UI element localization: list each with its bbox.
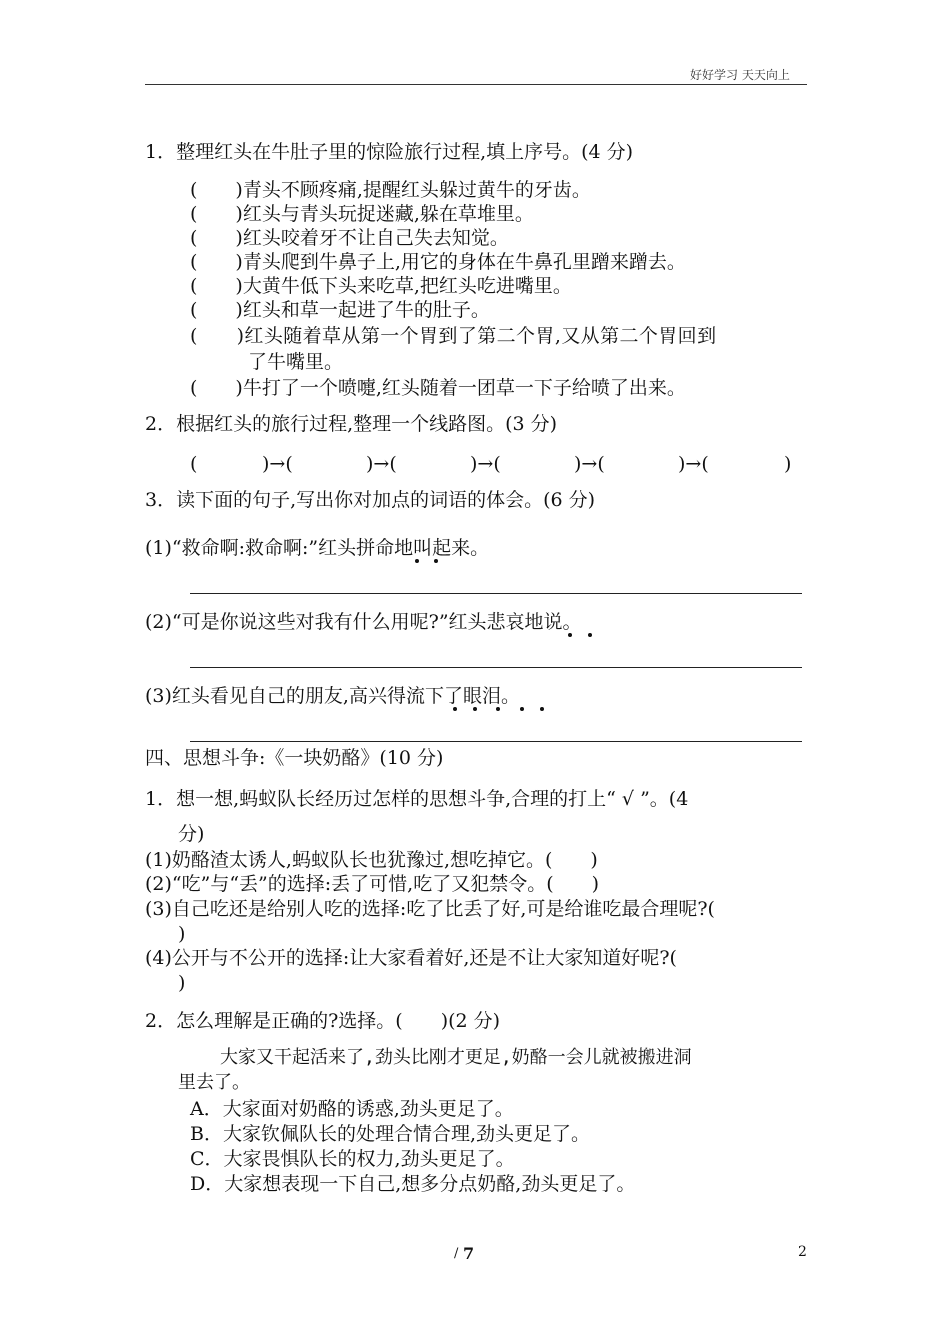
q1-item-2: ( )红头与青头玩捉迷藏,躲在草堆里。 (190, 203, 534, 225)
answer-line-1[interactable] (190, 593, 802, 594)
choice-a: A．大家面对奶酪的诱惑,劲头更足了。 (190, 1098, 514, 1120)
page-total: 7 (463, 1244, 475, 1263)
s4-option-3: (3)自己吃还是给别人吃的选择:吃了比丢了好,可是给谁吃最合理呢?( (145, 898, 715, 920)
route-6: )→( (678, 453, 709, 475)
q3-sentence-3: (3)红头看见自己的朋友,高兴得流下了眼泪。 (145, 685, 520, 707)
s4-option-3-cont: ) (178, 923, 186, 945)
q1-item-4: ( )青头爬到牛鼻子上,用它的身体在牛鼻孔里蹭来蹭去。 (190, 251, 686, 273)
s4-option-2: (2)“吃”与“丢”的选择:丢了可惜,吃了又犯禁令。( ) (145, 873, 600, 895)
q1-title: 1．整理红头在牛肚子里的惊险旅行过程,填上序号。(4 分) (145, 141, 634, 163)
route-7: ) (784, 453, 792, 475)
emphasis-dot (473, 707, 477, 711)
emphasis-dot (453, 707, 457, 711)
route-3: )→( (366, 453, 397, 475)
passage-line-1: 大家又干起活来了,劲头比刚才更足,奶酪一会儿就被搬进洞 (220, 1047, 692, 1068)
header-motto: 好好学习 天天向上 (690, 68, 790, 82)
q1-item-7-cont: 了牛嘴里。 (248, 351, 344, 373)
section-4-title: 四、思想斗争:《一块奶酪》(10 分) (145, 747, 444, 769)
q1-item-1: ( )青头不顾疼痛,提醒红头躲过黄牛的牙齿。 (190, 179, 591, 201)
emphasis-dot (540, 707, 544, 711)
emphasis-dot (568, 633, 572, 637)
answer-line-3[interactable] (190, 741, 802, 742)
emphasis-dot (496, 707, 500, 711)
emphasis-dot (588, 633, 592, 637)
s4-q1-title: 1．想一想,蚂蚁队长经历过怎样的思想斗争,合理的打上“ √ ”。(4 (145, 788, 689, 810)
page-slash: / (454, 1246, 459, 1261)
answer-line-2[interactable] (190, 667, 802, 668)
s4-option-4: (4)公开与不公开的选择:让大家看着好,还是不让大家知道好呢?( (145, 947, 677, 969)
q1-item-7: ( )红头随着草从第一个胃到了第二个胃,又从第二个胃回到 (190, 325, 717, 347)
passage-line-2: 里去了。 (178, 1072, 250, 1093)
route-2: )→( (262, 453, 293, 475)
emphasis-dot (434, 559, 438, 563)
q1-item-3: ( )红头咬着牙不让自己失去知觉。 (190, 227, 509, 249)
choice-d: D．大家想表现一下自己,想多分点奶酪,劲头更足了。 (190, 1173, 636, 1195)
q3-sentence-1: (1)“救命啊:救命啊:”红头拼命地叫起来。 (145, 537, 490, 559)
route-1: ( (190, 453, 198, 475)
s4-q2-title: 2．怎么理解是正确的?选择。( )(2 分) (145, 1010, 501, 1032)
q1-item-5: ( )大黄牛低下头来吃草,把红头吃进嘴里。 (190, 275, 572, 297)
route-5: )→( (574, 453, 605, 475)
q1-item-6: ( )红头和草一起进了牛的肚子。 (190, 299, 490, 321)
emphasis-dot (415, 559, 419, 563)
q3-sentence-2: (2)“可是你说这些对我有什么用呢?”红头悲哀地说。 (145, 611, 582, 633)
emphasis-dot (520, 707, 524, 711)
choice-b: B．大家钦佩队长的处理合情合理,劲头更足了。 (190, 1123, 591, 1145)
s4-q1-title-cont: 分) (178, 823, 205, 845)
q3-title: 3．读下面的句子,写出你对加点的词语的体会。(6 分) (145, 489, 596, 511)
choice-c: C．大家畏惧队长的权力,劲头更足了。 (190, 1148, 515, 1170)
header-divider (145, 84, 807, 85)
q2-title: 2．根据红头的旅行过程,整理一个线路图。(3 分) (145, 413, 558, 435)
s4-option-1: (1)奶酪渣太诱人,蚂蚁队长也犹豫过,想吃掉它。( ) (145, 849, 598, 871)
route-4: )→( (470, 453, 501, 475)
page-number: 2 (798, 1244, 807, 1260)
q1-item-8: ( )牛打了一个喷嚏,红头随着一团草一下子给喷了出来。 (190, 377, 686, 399)
s4-option-4-cont: ) (178, 972, 186, 994)
